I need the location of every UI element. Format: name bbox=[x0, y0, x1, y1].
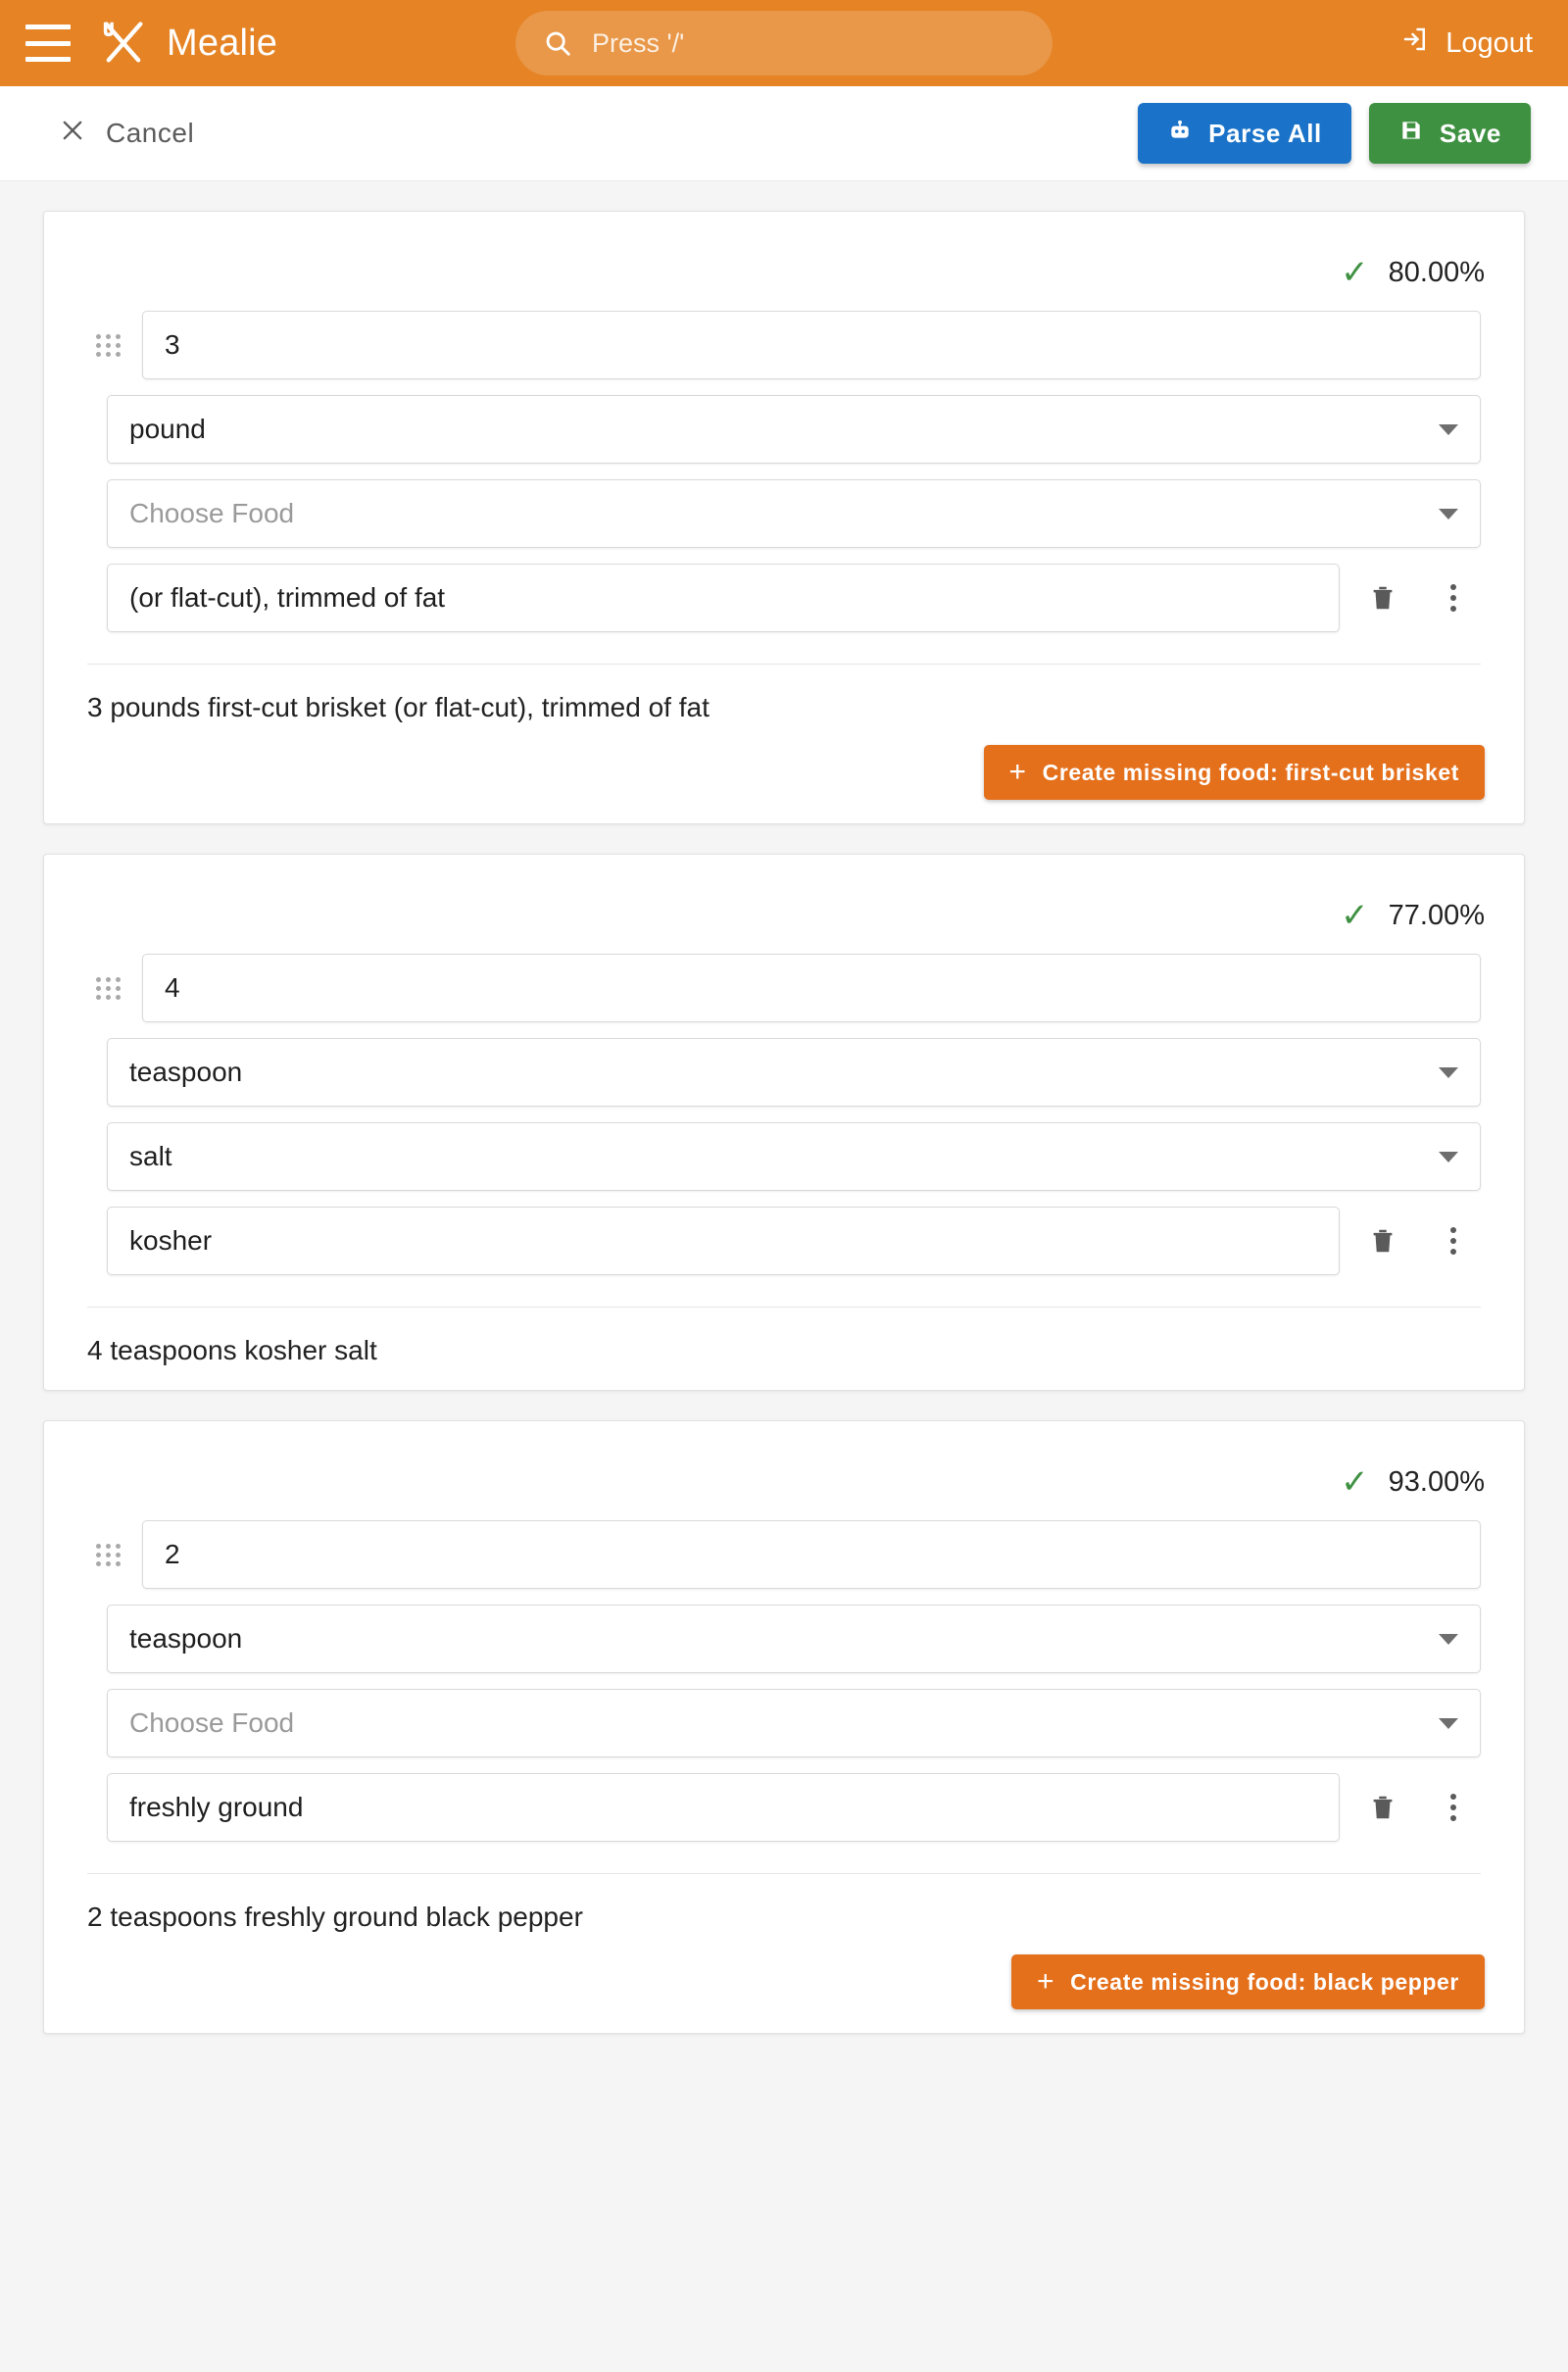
create-missing-food-label: Create missing food: first-cut brisket bbox=[1042, 759, 1459, 785]
editor-toolbar bbox=[0, 86, 1568, 181]
note-row bbox=[44, 564, 1524, 632]
cancel-button[interactable] bbox=[59, 117, 194, 151]
kebab-menu-icon[interactable] bbox=[1426, 570, 1481, 625]
food-value: Choose Food bbox=[129, 498, 295, 528]
close-icon bbox=[59, 117, 86, 151]
note-input[interactable]: kosher bbox=[107, 1207, 1340, 1275]
logout-button[interactable] bbox=[1400, 25, 1533, 62]
parse-all-button[interactable] bbox=[1138, 103, 1351, 164]
confidence-value: 77.00% bbox=[1388, 899, 1485, 931]
check-icon: ✓ bbox=[1341, 1463, 1369, 1501]
drag-handle-icon[interactable] bbox=[87, 1544, 130, 1566]
ingredient-card bbox=[43, 854, 1525, 1391]
kebab-menu-icon[interactable] bbox=[1426, 1213, 1481, 1268]
search-input[interactable] bbox=[590, 27, 1025, 60]
hamburger-menu-icon[interactable] bbox=[25, 25, 71, 62]
unit-value: teaspoon bbox=[129, 1057, 243, 1087]
create-missing-food-button[interactable] bbox=[984, 745, 1486, 800]
unit-row bbox=[44, 1038, 1524, 1107]
unit-value: teaspoon bbox=[129, 1623, 243, 1654]
confidence-indicator bbox=[44, 855, 1524, 932]
unit-select[interactable] bbox=[107, 1038, 1481, 1107]
save-button[interactable] bbox=[1369, 103, 1531, 164]
quantity-row bbox=[44, 1520, 1524, 1589]
robot-icon bbox=[1167, 118, 1193, 150]
food-row bbox=[44, 1689, 1524, 1757]
confidence-indicator bbox=[44, 212, 1524, 289]
unit-row bbox=[44, 395, 1524, 464]
quantity-input[interactable]: 4 bbox=[142, 954, 1481, 1022]
logout-icon bbox=[1400, 25, 1430, 62]
search-icon bbox=[543, 28, 572, 58]
app-title: Mealie bbox=[167, 22, 278, 64]
confidence-value: 93.00% bbox=[1388, 1465, 1485, 1498]
parse-all-label: Parse All bbox=[1208, 118, 1322, 148]
create-missing-food-button[interactable] bbox=[1011, 1954, 1485, 2009]
food-value: salt bbox=[129, 1141, 172, 1171]
app-bar bbox=[0, 0, 1568, 86]
create-missing-food-label: Create missing food: black pepper bbox=[1070, 1968, 1459, 1995]
quantity-input[interactable]: 3 bbox=[142, 311, 1481, 379]
plus-icon: + bbox=[1008, 756, 1027, 788]
quantity-input[interactable]: 2 bbox=[142, 1520, 1481, 1589]
floppy-disk-icon bbox=[1398, 118, 1424, 150]
note-input[interactable]: freshly ground bbox=[107, 1773, 1340, 1842]
chevron-down-icon bbox=[1439, 1152, 1458, 1162]
unit-value: pound bbox=[129, 414, 206, 444]
ingredient-card bbox=[43, 1420, 1525, 2034]
food-select[interactable] bbox=[107, 1689, 1481, 1757]
chevron-down-icon bbox=[1439, 1067, 1458, 1078]
unit-select[interactable] bbox=[107, 395, 1481, 464]
quantity-row bbox=[44, 311, 1524, 379]
unit-select[interactable] bbox=[107, 1605, 1481, 1673]
confidence-indicator bbox=[44, 1421, 1524, 1499]
original-text: 2 teaspoons freshly ground black pepper bbox=[87, 1902, 583, 1932]
check-icon: ✓ bbox=[1341, 254, 1369, 291]
food-row bbox=[44, 479, 1524, 548]
fork-knife-cross-icon bbox=[98, 18, 149, 69]
kebab-menu-icon[interactable] bbox=[1426, 1780, 1481, 1835]
card-actions bbox=[44, 723, 1524, 800]
check-icon: ✓ bbox=[1341, 897, 1369, 934]
drag-handle-icon[interactable] bbox=[87, 334, 130, 357]
ingredient-card bbox=[43, 211, 1525, 824]
chevron-down-icon bbox=[1439, 509, 1458, 519]
chevron-down-icon bbox=[1439, 1718, 1458, 1729]
drag-handle-icon[interactable] bbox=[87, 977, 130, 1000]
trash-icon[interactable] bbox=[1355, 570, 1410, 625]
confidence-value: 80.00% bbox=[1388, 256, 1485, 288]
trash-icon[interactable] bbox=[1355, 1780, 1410, 1835]
logout-label: Logout bbox=[1446, 26, 1533, 59]
food-value: Choose Food bbox=[129, 1707, 295, 1738]
card-actions bbox=[44, 1933, 1524, 2009]
save-label: Save bbox=[1439, 118, 1501, 148]
food-select[interactable] bbox=[107, 1122, 1481, 1191]
original-text: 3 pounds first-cut brisket (or flat-cut), trimmed of fat bbox=[87, 692, 710, 722]
chevron-down-icon bbox=[1439, 1634, 1458, 1645]
quantity-row bbox=[44, 954, 1524, 1022]
note-row bbox=[44, 1207, 1524, 1275]
unit-row bbox=[44, 1605, 1524, 1673]
note-row bbox=[44, 1773, 1524, 1842]
food-select[interactable] bbox=[107, 479, 1481, 548]
search-bar[interactable] bbox=[515, 11, 1053, 75]
plus-icon: + bbox=[1037, 1965, 1055, 1998]
note-input[interactable]: (or flat-cut), trimmed of fat bbox=[107, 564, 1340, 632]
toolbar-actions bbox=[1138, 103, 1531, 164]
food-row bbox=[44, 1122, 1524, 1191]
original-text: 4 teaspoons kosher salt bbox=[87, 1335, 377, 1365]
ingredient-list bbox=[0, 211, 1568, 2034]
trash-icon[interactable] bbox=[1355, 1213, 1410, 1268]
chevron-down-icon bbox=[1439, 424, 1458, 435]
cancel-label: Cancel bbox=[106, 118, 195, 148]
